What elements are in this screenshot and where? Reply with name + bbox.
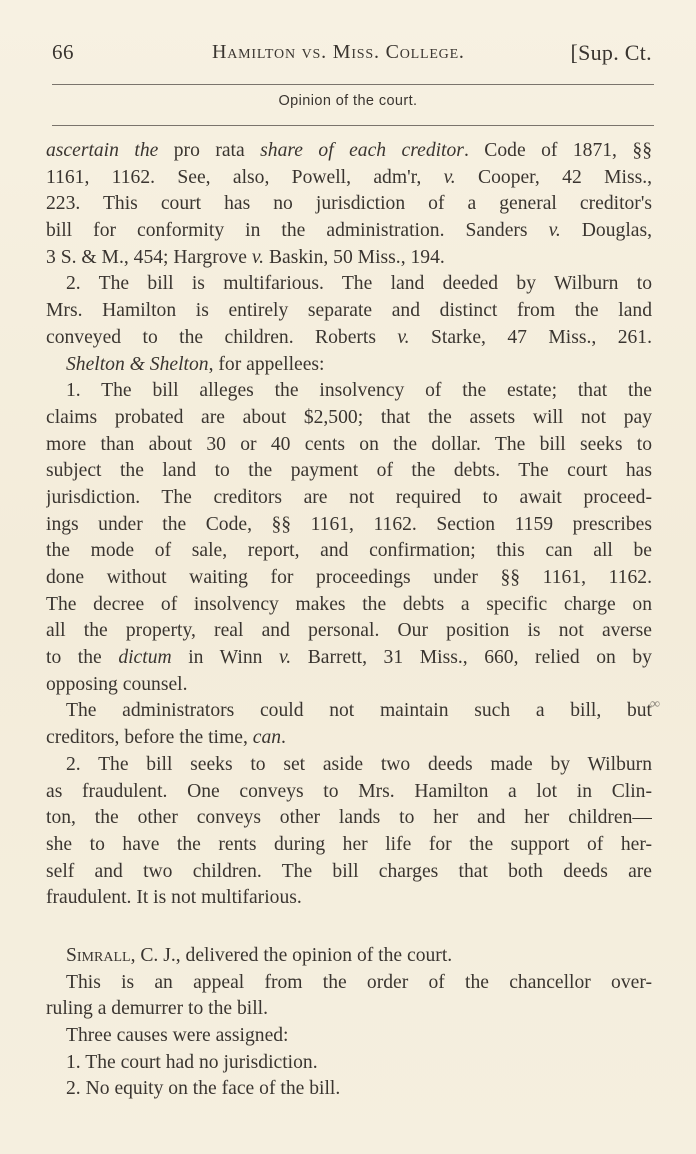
text-line: 223. This court has no jurisdiction of a general creditor's [46,193,652,215]
page-number: 66 [52,40,74,64]
text-line: The decree of insolvency makes the debts a specific charge on [46,593,652,615]
text-line: ascertain the pro rata share of each creditor. Code of 1871, §§ [46,140,652,161]
text-line: Three causes were assigned: [66,1025,289,1046]
page-body [46,138,652,1103]
running-title: Hamilton vs. Miss. College. [212,41,465,63]
text-line: conveyed to the children. Roberts v. Starke, 47 Miss., 261. [46,326,652,348]
header-rule-bottom [52,125,654,126]
text-line: more than about 30 or 40 cents on the dollar. The bill seeks to [46,433,652,455]
text-line: bill for conformity in the administration. Sanders v. Douglas, [46,220,652,242]
text-line: she to have the rents during her life for the support of her- [46,833,652,855]
text-line: 1. The court had no jurisdiction. [66,1051,318,1073]
text-line: 1. The bill alleges the insolvency of the estate; that the [66,380,652,402]
paragraph-gap [46,912,652,943]
text-line: done without waiting for proceedings under §§ 1161, 1162. [46,567,652,588]
court-abbreviation: [Sup. Ct. [570,40,652,65]
text-line: the mode of sale, report, and confirmation; this can all be [46,540,652,562]
text-line: ton, the other conveys other lands to her and her children— [46,807,652,829]
text-line: 3 S. & M., 454; Hargrove v. Baskin, 50 Miss., 194. [46,246,445,268]
text-line: self and two children. The bill charges that both deeds are [46,860,652,882]
text-line: claims probated are about $2,500; that the assets will not pay [46,406,652,428]
section-label: Opinion of the court. [278,93,418,109]
text-line: 2. No equity on the face of the bill. [66,1078,341,1100]
text-line: The administrators could not maintain such a bill, but [66,700,652,722]
text-line: 1161, 1162. See, also, Powell, adm'r, v. Cooper, 42 Miss., [46,166,652,188]
text-line: all the property, real and personal. Our position is not averse [46,620,652,642]
text-line: This is an appeal from the order of the chancellor over- [66,971,652,993]
text-line: opposing counsel. [46,673,188,695]
text-line: fraudulent. It is not multifarious. [46,887,302,909]
text-line: Mrs. Hamilton is entirely separate and distinct from the land [46,300,652,322]
header-rule-top [52,84,654,85]
margin-mark: ∞ [650,697,660,712]
text-line: ings under the Code, §§ 1161, 1162. Section 1159 prescribes [46,513,652,535]
text-line: subject the land to the payment of the debts. The court has [46,460,652,482]
text-line: creditors, before the time, can. [46,727,286,749]
text-line: Simrall, C. J., delivered the opinion of the court. [66,944,453,966]
text-line: jurisdiction. The creditors are not required to await proceed- [46,486,652,508]
text-line: 2. The bill is multifarious. The land deeded by Wilburn to [66,273,652,295]
text-line: to the dictum in Winn v. Barrett, 31 Miss., 660, relied on by [46,647,652,669]
text-line: ruling a demurrer to the bill. [46,998,268,1020]
text-line: 2. The bill seeks to set aside two deeds made by Wilburn [66,753,652,775]
text-line: as fraudulent. One conveys to Mrs. Hamilton a lot in Clin- [46,780,652,802]
text-line: Shelton & Shelton, for appellees: [66,353,325,375]
